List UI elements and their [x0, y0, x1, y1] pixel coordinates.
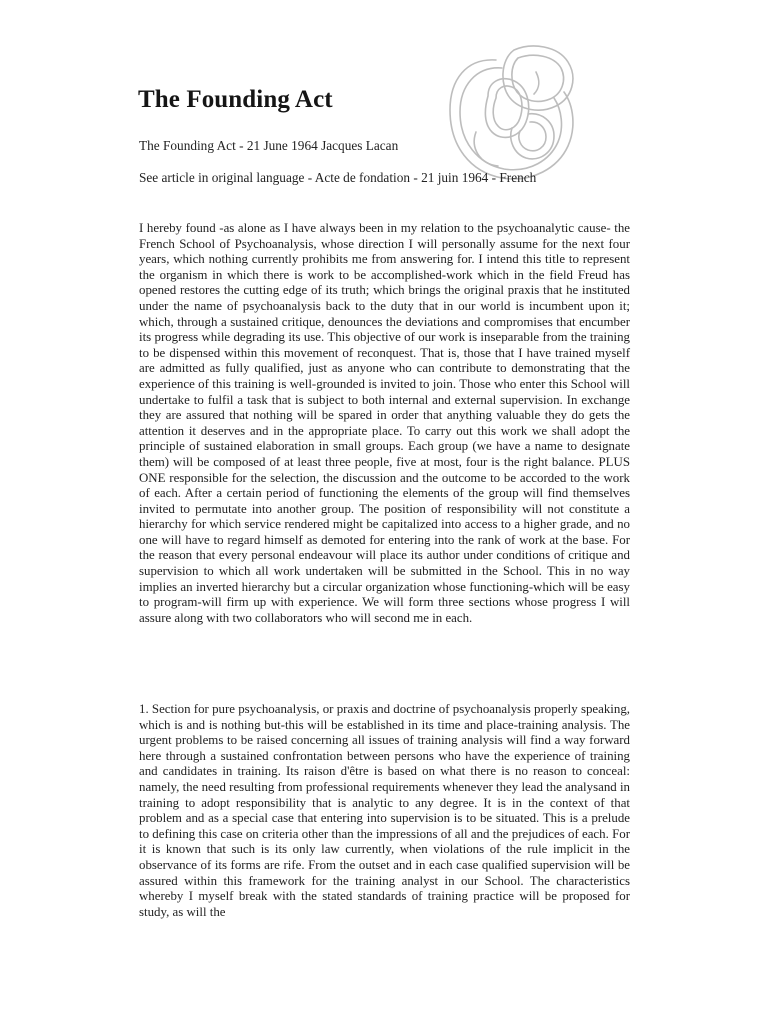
original-language-link[interactable]: See article in original language - Acte de fondation - 21 juin 1964 - French	[139, 170, 537, 185]
page-title: The Founding Act	[138, 86, 333, 113]
body-paragraph: I hereby found -as alone as I have always been in my relation to the psychoanalytic cause- the French School of Psychoanalysis, whose direction I will personally assume for the next four years, which nothing currently prohibits me from answering for. I intend this title to represent the organism in which there is work to be accomplished-work which in the field Freud has opened restores the cutting edge of its truth; which brings the original praxis that he instituted under the name of psychoanalysis back to the duty that in our world is incumbent upon it; which, through a sustained critique, denounces the deviations and compromises that encumber its progress while degrading its use. This objective of our work is inseparable from the training to be dispensed within this movement of reconquest. That is, those that I have trained myself are admitted as fully qualified, just as anyone who can contribute to demonstrating that the experience of this training is well-grounded is invited to join. Those who enter this School will undertake to fulfil a task that is subject to both internal and external supervision. In exchange they are assured that nothing will be spared in order that anything valuable they do gets the attention it deserves and in the appropriate place. To carry out this work we shall adopt the principle of sustained elaboration in small groups. Each group (we have a name to designate them) will be composed of at least three people, five at most, four is the right balance. PLUS ONE responsible for the selection, the discussion and the outcome to be accorded to the work of each. After a certain period of functioning the elements of the group will find themselves invited to permutate into another group. The position of responsibility will not constitute a hierarchy for which service rendered might be capitalized into access to a higher grade, and no one will have to regard himself as demoted for entering into the rank of work at the base. For the reason that every personal endeavour will place its author under conditions of critique and supervision to which all work undertaken will be submitted in the School. This in no way implies an inverted hierarchy but a circular organization whose functioning-which will be easy to program-will firm up with experience. We will form three sections whose progress I will assure along with two collaborators who will second me in each.	[139, 221, 630, 625]
document-subtitle: The Founding Act - 21 June 1964 Jacques Lacan	[139, 138, 399, 153]
body-paragraph: 1. Section for pure psychoanalysis, or praxis and doctrine of psychoanalysis properly speaking, which is and is nothing but-this will be established in its time and place-training analysis. The urgent problems to be raised concerning all issues of training analysis will find a way forward here through a sustained confrontation between persons who have the experience of training and candidates in training. Its raison d'être is based on what there is no reason to conceal: namely, the need resulting from professional requirements whenever they lead the analysand in training to adopt responsibility that is analytic to any degree. It is in the context of that problem and as a special case that entering into supervision is to be situated. This is a prelude to defining this case on criteria other than the impressions of all and the prejudices of each. For it is known that such is its only law currently, when violations of the rule implicit in the observance of its forms are rife. From the outset and in each case qualified supervision will be assured within this framework for the training analyst in our School. The characteristics whereby I myself break with the stated standards of training practice will be proposed for study, as will the	[139, 702, 630, 919]
